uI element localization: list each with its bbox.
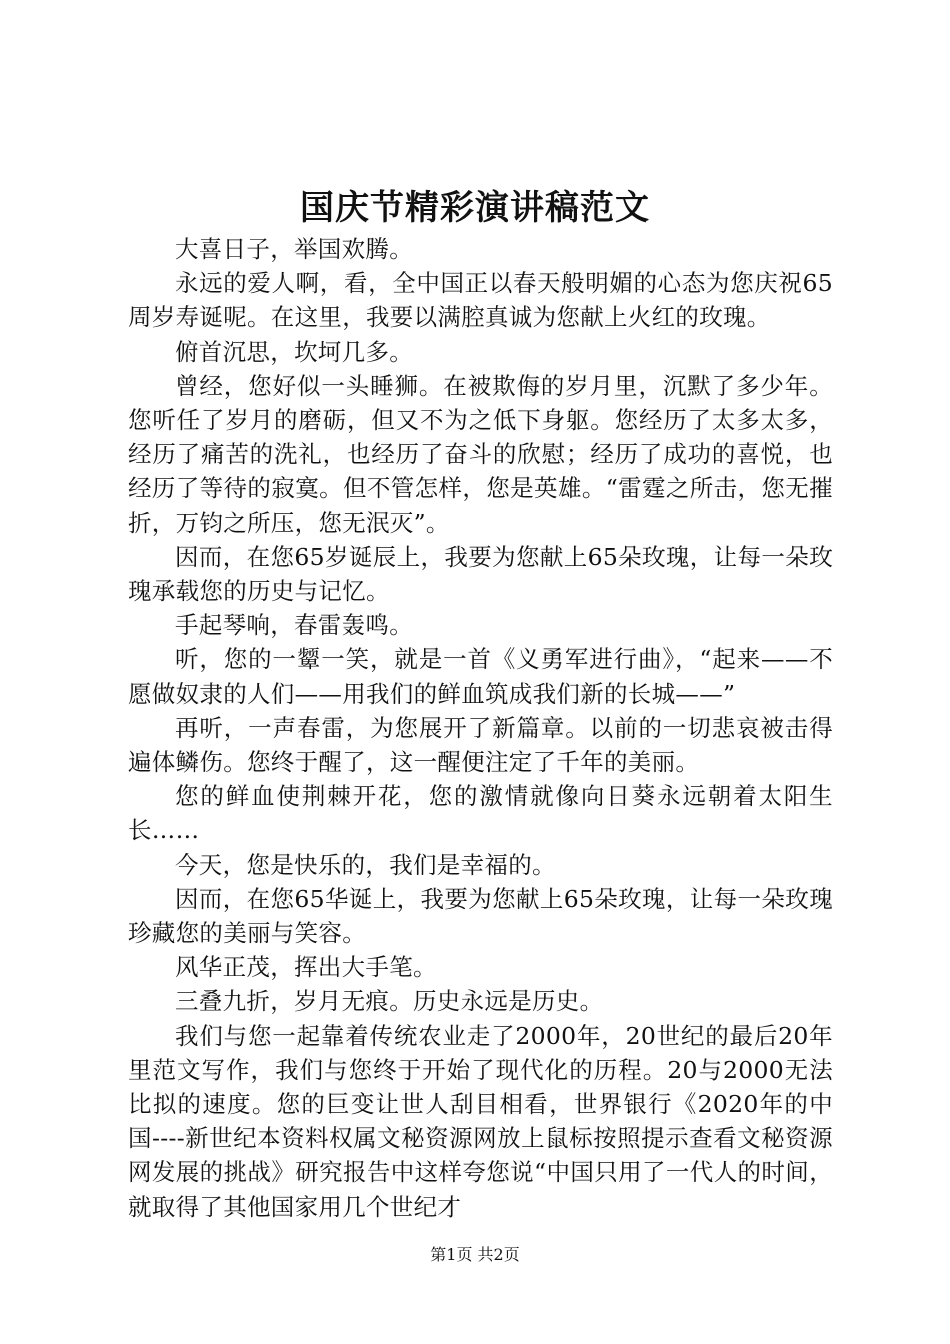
paragraph: 今天，您是快乐的，我们是幸福的。	[175, 850, 556, 879]
document-body	[128, 232, 833, 1224]
page-footer: 第1页 共2页	[430, 1245, 520, 1264]
document-title: 国庆节精彩演讲稿范文	[300, 188, 650, 228]
paragraph: 我们与您一起靠着传统农业走了2000年，20世纪的最后20年里范文写作，我们与您终于开始了现代化的历程。20与2000无法比拟的速度。您的巨变让世人刮目相看，世界银行《2020年的中国----新世纪本资料权属文秘资源网放上鼠标按照提示查看文秘资源网发展的挑战》研究报告中这样夸您说“中国只用了一代人的时间，就取得了其他国家用几个世纪才	[128, 1021, 833, 1221]
paragraph: 手起琴响，春雷轰鸣。	[175, 611, 413, 640]
paragraph: 因而，在您65华诞上，我要为您献上65朵玫瑰，让每一朵玫瑰珍藏您的美丽与笑容。	[128, 884, 833, 948]
paragraph: 曾经，您好似一头睡狮。在被欺侮的岁月里，沉默了多少年。您听任了岁月的磨砺，但又不为之低下身躯。您经历了太多太多，经历了痛苦的洗礼，也经历了奋斗的欣慰；经历了成功的喜悦，也经历了等待的寂寞。但不管怎样，您是英雄。“雷霆之所击，您无摧折，万钧之所压，您无泯灭”。	[128, 371, 833, 537]
paragraph: 大喜日子，举国欢腾。	[175, 235, 413, 263]
paragraph: 俯首沉思，坎坷几多。	[175, 337, 413, 366]
paragraph: 因而，在您65岁诞辰上，我要为您献上65朵玫瑰，让每一朵玫瑰承载您的历史与记忆。	[128, 542, 833, 606]
paragraph: 永远的爱人啊，看，全中国正以春天般明媚的心态为您庆祝65周岁寿诞呢。在这里，我要以满腔真诚为您献上火红的玫瑰。	[128, 269, 833, 332]
paragraph: 听，您的一颦一笑，就是一首《义勇军进行曲》，“起来——不愿做奴隶的人们——用我们的鲜血筑成我们新的长城——”	[128, 645, 833, 708]
paragraph: 三叠九折，岁月无痕。历史永远是历史。	[175, 987, 604, 1016]
paragraph: 您的鲜血使荆棘开花，您的激情就像向日葵永远朝着太阳生长……	[128, 782, 833, 845]
paragraph: 再听，一声春雷，为您展开了新篇章。以前的一切悲哀被击得遍体鳞伤。您终于醒了，这一醒便注定了千年的美丽。	[128, 713, 833, 777]
paragraph: 风华正茂，挥出大手笔。	[175, 953, 437, 982]
